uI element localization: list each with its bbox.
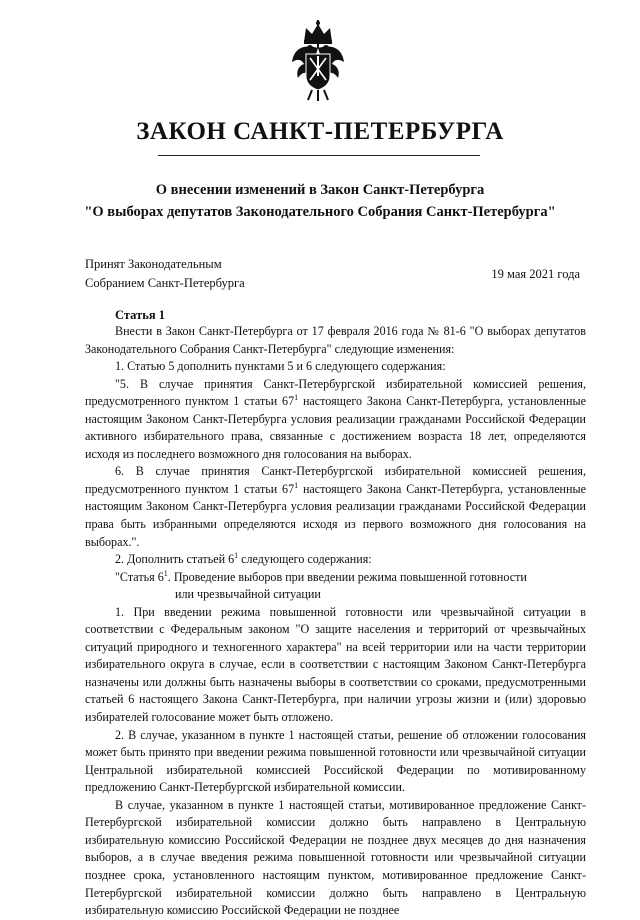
adoption-date: 19 мая 2021 года — [491, 267, 580, 281]
title-underline — [158, 155, 480, 156]
paragraph-point-5: "5. В случае принятия Санкт-Петербургской избирательной комиссией решения, предусмотренного пунктом 1 статьи $67^1$ настоящего Закона Санкт-Петербурга, установленные настоящим Законом Санкт-Петербурга условия реализации гражданами Российской Федерации активного избирательного права, связанные с достижением возраста 18 лет, определяются исходя из последнего возможного дня голосования на выборах. — [85, 376, 586, 461]
adoption-line2: Собранием Санкт-Петербурга — [85, 276, 245, 290]
article-body — [85, 323, 586, 920]
article-heading: Статья 1 — [115, 308, 165, 322]
paragraph-intro: Внести в Закон Санкт-Петербурга от 17 февраля 2016 года № 81-6 "О выборах депутатов Законодательного Собрания Санкт-Петербурга" следующие изменения: — [85, 324, 586, 356]
paragraph-item-1: 1. Статью 5 дополнить пунктами 5 и 6 следующего содержания: — [115, 359, 446, 374]
new-article-point-2: 2. В случае, указанном в пункте 1 настоящей статьи, решение об отложении голосования может быть принято при введении режима повышенной готовности или чрезвычайной ситуации Центральной избирательной комиссией Российской Федерации по мотивированному предложению Санкт-Петербургской избирательной комиссии. — [85, 727, 586, 795]
paragraph-point-6: 6. В случае принятия Санкт-Петербургской избирательной комиссией решения, предусмотренного пунктом 1 статьи $67^1$ настоящего Закона Санкт-Петербурга, установленные настоящим Законом Санкт-Петербурга условия реализации гражданами Российской Федерации права быть избранными определяются исходя из первого возможного дня голосования на выборах.". — [85, 464, 586, 549]
new-article-point-2-cont: В случае, указанном в пункте 1 настоящей статьи, мотивированное предложение Санкт-Петербургской избирательной комиссии должно быть направлено в Центральную избирательную комиссию Российской Федерации не позднее двух месяцев до дня назначения выборов, а в случае введения режима повышенной готовности или чрезвычайной ситуации позднее срока, установленного настоящим пунктом, мотивированное предложение Санкт-Петербургской избирательной комиссии должно быть направлено в Центральную избирательную комиссию Российской Федерации не позднее — [85, 797, 586, 918]
new-article-heading: "Статья $6^1$. Проведение выборов при введении режима повышенной готовности — [115, 568, 527, 584]
adoption-statement — [85, 255, 245, 293]
law-subtitle-line1: О внесении изменений в Закон Санкт-Петербурга — [155, 182, 485, 198]
paragraph-item-2: 2. Дополнить статьей $6^1$ следующего содержания: — [115, 551, 372, 567]
st-petersburg-coat-of-arms-icon — [290, 18, 346, 102]
new-article-heading-cont: или чрезвычайной ситуации — [175, 587, 321, 602]
law-title: ЗАКОН САНКТ-ПЕТЕРБУРГА — [136, 118, 504, 145]
law-subtitle-line2: "О выборах депутатов Законодательного Собрания Санкт-Петербурга" — [84, 204, 556, 220]
adoption-line1: Принят Законодательным — [85, 257, 222, 271]
new-article-point-1: 1. При введении режима повышенной готовности или чрезвычайной ситуации в соответствии с Федеральным законом "О защите населения и территорий от чрезвычайных ситуаций природного и техногенного характера" на всей территории или на части территории избирательного округа в случае, если в соответствии с настоящим Законом Санкт-Петербурга назначены или должны быть назначены выборы в соответствии со сроками, предусмотренными статьей 6 настоящего Закона Санкт-Петербурга, при наличии угрозы жизни и (или) здоровью избирателей голосование может быть отложено. — [85, 604, 586, 725]
